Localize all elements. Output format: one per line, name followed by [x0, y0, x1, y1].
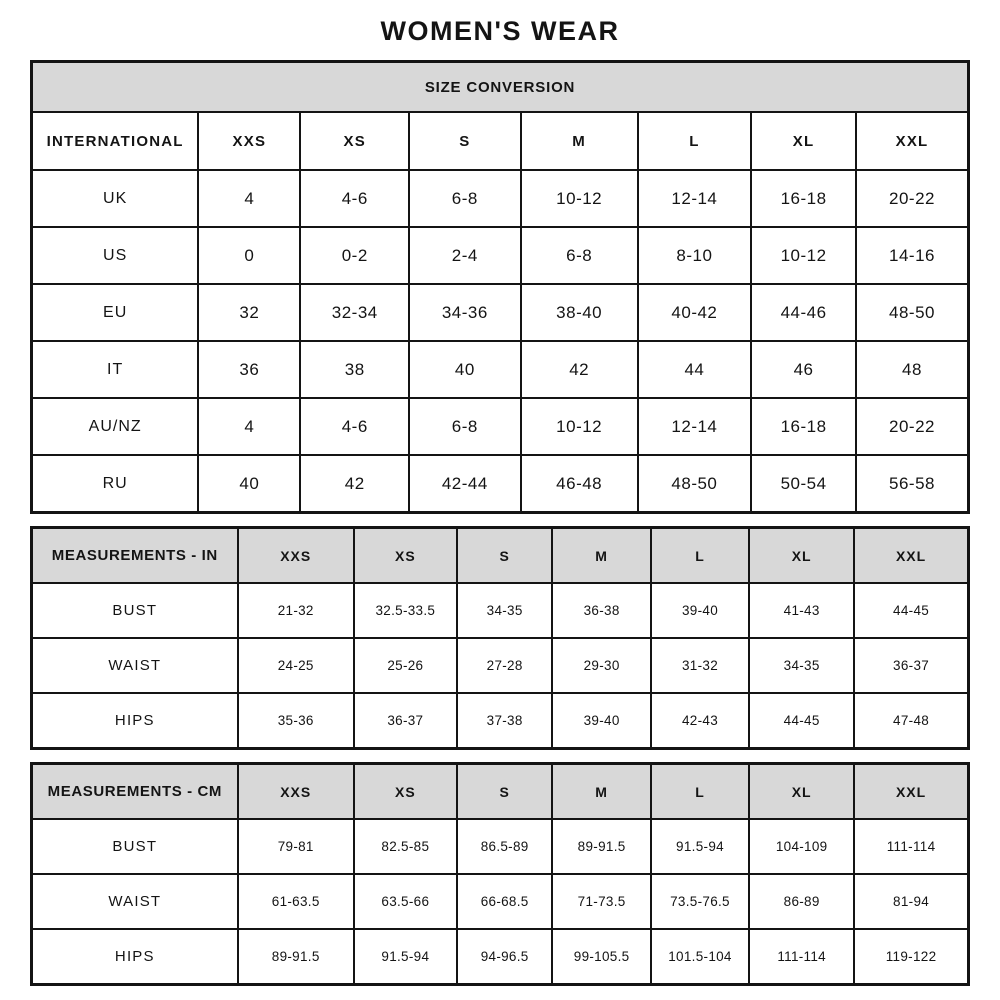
- column-header-xl: XL: [749, 528, 854, 584]
- size-cell: 6-8: [409, 170, 521, 227]
- row-label-waist: WAIST: [32, 638, 238, 693]
- size-cell: 32-34: [300, 284, 409, 341]
- size-conversion-table: [30, 60, 970, 514]
- table-row-hips-cm: [32, 929, 969, 985]
- column-header-l: L: [651, 764, 749, 820]
- measurement-cell: 91.5-94: [354, 929, 457, 985]
- size-cell: 14-16: [856, 227, 968, 284]
- size-cell: 44-46: [751, 284, 856, 341]
- measurement-cell: 104-109: [749, 819, 854, 874]
- size-cell: 40-42: [638, 284, 751, 341]
- measurement-cell: 34-35: [749, 638, 854, 693]
- size-cell: 46: [751, 341, 856, 398]
- size-cell: 40: [409, 341, 521, 398]
- table-row-eu: [32, 284, 969, 341]
- measurement-cell: 99-105.5: [552, 929, 650, 985]
- column-header-xs: XS: [354, 528, 457, 584]
- row-label-waist: WAIST: [32, 874, 238, 929]
- size-cell: 20-22: [856, 170, 968, 227]
- size-cell: 42: [521, 341, 638, 398]
- measurement-cell: 61-63.5: [238, 874, 354, 929]
- row-label-it: IT: [32, 341, 199, 398]
- measurement-cell: 111-114: [854, 819, 968, 874]
- size-cell: 42: [300, 455, 409, 513]
- size-cell: 0-2: [300, 227, 409, 284]
- size-conversion-caption: SIZE CONVERSION: [32, 62, 969, 113]
- measurement-cell: 27-28: [457, 638, 553, 693]
- column-header-m: M: [552, 764, 650, 820]
- column-header-xs: XS: [300, 112, 409, 170]
- table-row-uk: [32, 170, 969, 227]
- table-row-us: [32, 227, 969, 284]
- size-cell: 4: [198, 398, 300, 455]
- measurement-cell: 36-37: [354, 693, 457, 749]
- size-cell: 48: [856, 341, 968, 398]
- measurement-cell: 111-114: [749, 929, 854, 985]
- size-cell: 12-14: [638, 170, 751, 227]
- measurement-cell: 44-45: [749, 693, 854, 749]
- measurement-cell: 79-81: [238, 819, 354, 874]
- measurement-cell: 37-38: [457, 693, 553, 749]
- measurement-cell: 86.5-89: [457, 819, 553, 874]
- measurement-cell: 32.5-33.5: [354, 583, 457, 638]
- column-header-s: S: [457, 528, 553, 584]
- row-label-hips: HIPS: [32, 929, 238, 985]
- column-header-xxs: XXS: [238, 528, 354, 584]
- column-header-xl: XL: [749, 764, 854, 820]
- measurement-cell: 66-68.5: [457, 874, 553, 929]
- measurement-cell: 63.5-66: [354, 874, 457, 929]
- size-cell: 32: [198, 284, 300, 341]
- size-cell: 20-22: [856, 398, 968, 455]
- size-conversion-caption-row: [32, 62, 969, 113]
- measurement-cell: 89-91.5: [238, 929, 354, 985]
- size-cell: 6-8: [521, 227, 638, 284]
- table-row-waist-cm: [32, 874, 969, 929]
- row-label-ru: RU: [32, 455, 199, 513]
- measurement-cell: 119-122: [854, 929, 968, 985]
- row-label-hips: HIPS: [32, 693, 238, 749]
- measurements-in-table: [30, 526, 970, 750]
- size-cell: 0: [198, 227, 300, 284]
- column-header-s: S: [409, 112, 521, 170]
- size-cell: 36: [198, 341, 300, 398]
- measurement-cell: 21-32: [238, 583, 354, 638]
- size-cell: 16-18: [751, 170, 856, 227]
- measurement-cell: 36-38: [552, 583, 650, 638]
- measurements-cm-table: [30, 762, 970, 986]
- row-label-bust: BUST: [32, 819, 238, 874]
- size-cell: 40: [198, 455, 300, 513]
- size-cell: 4-6: [300, 170, 409, 227]
- column-header-s: S: [457, 764, 553, 820]
- measurement-cell: 31-32: [651, 638, 749, 693]
- table-row-waist-in: [32, 638, 969, 693]
- column-header-xxl: XXL: [854, 764, 968, 820]
- column-header-l: L: [638, 112, 751, 170]
- column-header-xs: XS: [354, 764, 457, 820]
- measurement-cell: 91.5-94: [651, 819, 749, 874]
- size-cell: 12-14: [638, 398, 751, 455]
- size-conversion-header-row: [32, 112, 969, 170]
- row-label-aunz: AU/NZ: [32, 398, 199, 455]
- column-header-l: L: [651, 528, 749, 584]
- size-cell: 38: [300, 341, 409, 398]
- measurement-cell: 24-25: [238, 638, 354, 693]
- column-header-xl: XL: [751, 112, 856, 170]
- size-cell: 4: [198, 170, 300, 227]
- table-row-bust-cm: [32, 819, 969, 874]
- column-header-xxl: XXL: [856, 112, 968, 170]
- measurements-in-header-row: [32, 528, 969, 584]
- measurement-cell: 42-43: [651, 693, 749, 749]
- table-row-aunz: [32, 398, 969, 455]
- measurement-cell: 25-26: [354, 638, 457, 693]
- column-header-m: M: [552, 528, 650, 584]
- column-header-xxs: XXS: [198, 112, 300, 170]
- size-cell: 48-50: [638, 455, 751, 513]
- table-row-bust-in: [32, 583, 969, 638]
- measurement-cell: 82.5-85: [354, 819, 457, 874]
- measurement-cell: 71-73.5: [552, 874, 650, 929]
- measurement-cell: 101.5-104: [651, 929, 749, 985]
- row-label-uk: UK: [32, 170, 199, 227]
- table-row-ru: [32, 455, 969, 513]
- page-title: WOMEN'S WEAR: [380, 16, 620, 46]
- size-cell: 6-8: [409, 398, 521, 455]
- column-header-xxs: XXS: [238, 764, 354, 820]
- measurement-cell: 94-96.5: [457, 929, 553, 985]
- size-cell: 8-10: [638, 227, 751, 284]
- measurements-cm-caption: MEASUREMENTS - CM: [32, 764, 238, 820]
- size-cell: 46-48: [521, 455, 638, 513]
- measurement-cell: 39-40: [651, 583, 749, 638]
- measurement-cell: 81-94: [854, 874, 968, 929]
- row-label-eu: EU: [32, 284, 199, 341]
- size-cell: 10-12: [751, 227, 856, 284]
- measurement-cell: 86-89: [749, 874, 854, 929]
- measurement-cell: 73.5-76.5: [651, 874, 749, 929]
- row-label-us: US: [32, 227, 199, 284]
- table-row-hips-in: [32, 693, 969, 749]
- measurement-cell: 41-43: [749, 583, 854, 638]
- measurement-cell: 39-40: [552, 693, 650, 749]
- size-cell: 10-12: [521, 170, 638, 227]
- size-cell: 10-12: [521, 398, 638, 455]
- measurement-cell: 29-30: [552, 638, 650, 693]
- column-header-xxl: XXL: [854, 528, 968, 584]
- measurement-cell: 34-35: [457, 583, 553, 638]
- measurements-cm-header-row: [32, 764, 969, 820]
- size-cell: 38-40: [521, 284, 638, 341]
- size-cell: 44: [638, 341, 751, 398]
- measurement-cell: 89-91.5: [552, 819, 650, 874]
- size-cell: 50-54: [751, 455, 856, 513]
- size-cell: 42-44: [409, 455, 521, 513]
- measurements-in-caption: MEASUREMENTS - IN: [32, 528, 238, 584]
- size-cell: 34-36: [409, 284, 521, 341]
- column-header-international: INTERNATIONAL: [32, 112, 199, 170]
- row-label-bust: BUST: [32, 583, 238, 638]
- size-cell: 56-58: [856, 455, 968, 513]
- measurement-cell: 36-37: [854, 638, 968, 693]
- measurement-cell: 44-45: [854, 583, 968, 638]
- size-cell: 4-6: [300, 398, 409, 455]
- measurement-cell: 35-36: [238, 693, 354, 749]
- table-row-it: [32, 341, 969, 398]
- size-cell: 16-18: [751, 398, 856, 455]
- size-cell: 2-4: [409, 227, 521, 284]
- column-header-m: M: [521, 112, 638, 170]
- size-cell: 48-50: [856, 284, 968, 341]
- measurement-cell: 47-48: [854, 693, 968, 749]
